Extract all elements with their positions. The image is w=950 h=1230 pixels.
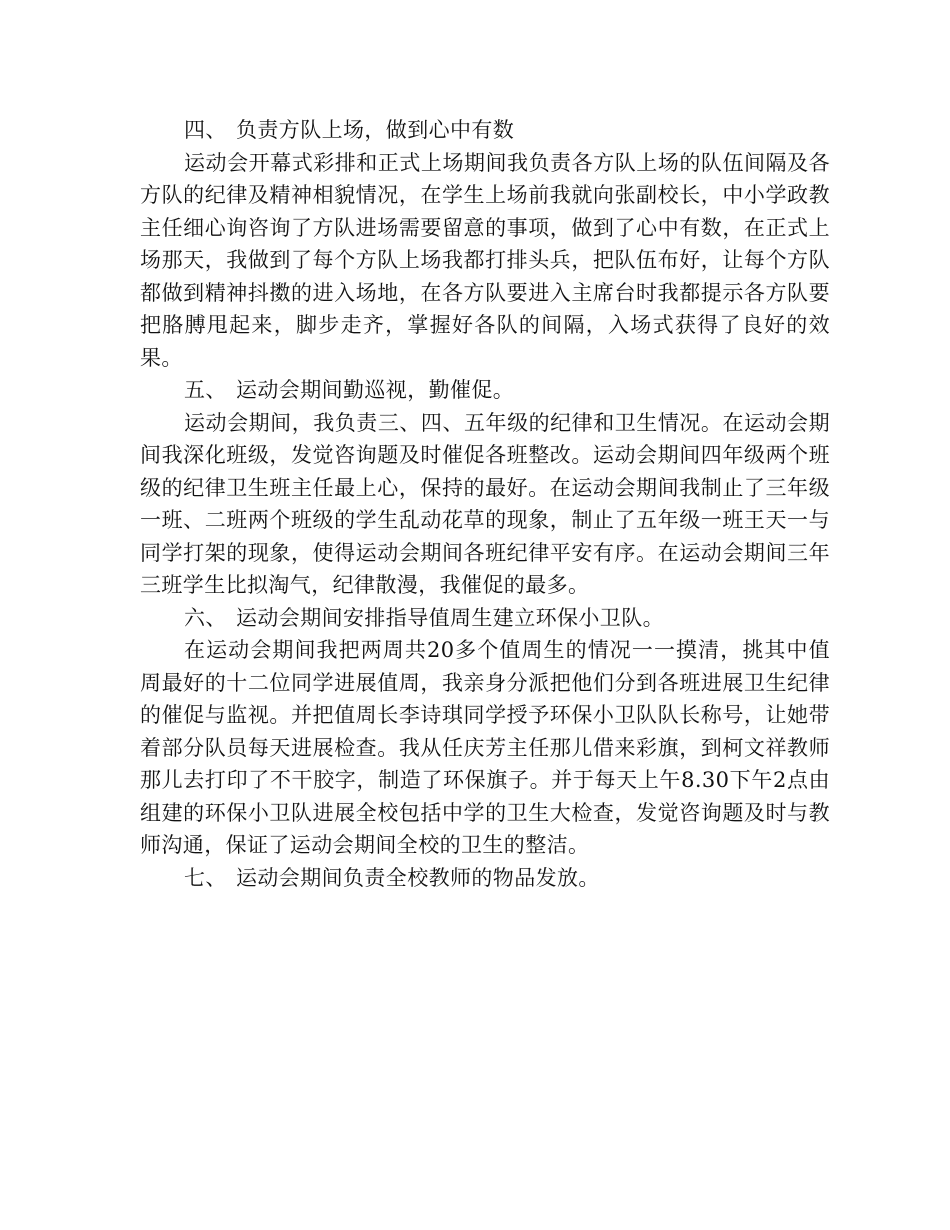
section-paragraph-5: 运动会期间，我负责三、四、五年级的纪律和卫生情况。在运动会期间我深化班级，发觉咨询题及时催促各班整改。运动会期间四年级两个班级的纪律卫生班主任最上心，保持的最好。在运动会期间我制止了三年级一班、二班两个班级的学生乱动花草的现象，制止了五年级一班王天一与同学打架的现象，使得运动会期间各班纪律平安有序。在运动会期间三年三班学生比拟淘气，纪律散漫，我催促的最多。 <box>140 410 830 597</box>
section-title: 运动会期间安排指导值周生建立环保小卫队。 <box>236 605 664 630</box>
document-body <box>140 114 830 894</box>
section-title: 运动会期间负责全校教师的物品发放。 <box>236 865 600 890</box>
section-heading-7 <box>140 862 830 895</box>
section-title: 负责方队上场，做到心中有数 <box>236 118 515 142</box>
section-paragraph-6: 在运动会期间我把两周共20多个值周生的情况一一摸清，挑其中值周最好的十二位同学进展值周，我亲身分派把他们分到各班进展卫生纪律的催促与监视。并把值周长李诗琪同学授予环保小卫队队长称号，让她带着部分队员每天进展检查。我从任庆芳主任那儿借来彩旗，到柯文祥教师那儿去打印了不干胶字，制造了环保旗子。并于每天上午8.30下午2点由组建的环保小卫队进展全校包括中学的卫生大检查，发觉咨询题及时与教师沟通，保证了运动会期间全校的卫生的整洁。 <box>140 638 830 857</box>
section-title: 运动会期间勤巡视，勤催促。 <box>236 378 515 402</box>
section-paragraph-4: 运动会开幕式彩排和正式上场期间我负责各方队上场的队伍间隔及各方队的纪律及精神相貌情况，在学生上场前我就向张副校长，中小学政教主任细心询咨询了方队进场需要留意的事项，做到了心中有数，在正式上场那天，我做到了每个方队上场我都打排头兵，把队伍布好，让每个方队都做到精神抖擞的进入场地，在各方队要进入主席台时我都提示各方队要把胳膊甩起来，脚步走齐，掌握好各队的间隔，入场式获得了良好的效果。 <box>140 150 830 370</box>
section-number: 六、 <box>184 605 227 630</box>
section-number: 七、 <box>184 865 227 890</box>
section-heading-4 <box>140 114 830 147</box>
section-heading-6 <box>140 602 830 635</box>
section-number: 五、 <box>184 378 227 402</box>
section-heading-5 <box>140 374 830 407</box>
section-number: 四、 <box>184 118 227 142</box>
